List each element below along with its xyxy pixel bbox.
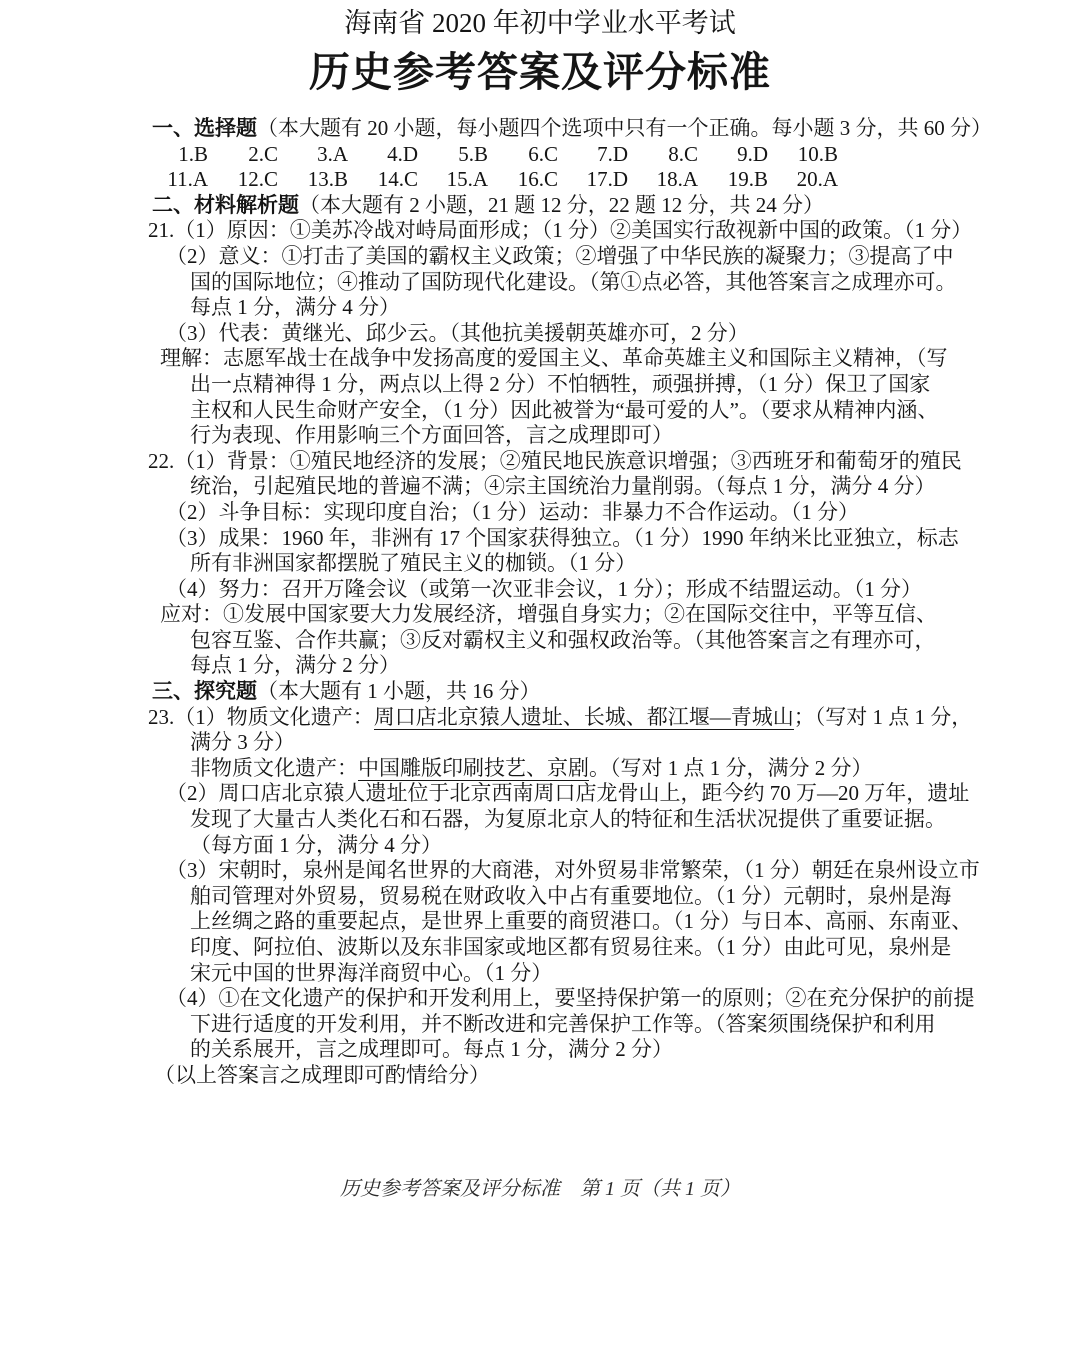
answer-text: 国的国际地位；④推动了国防现代化建设。（第①点必答，其他答案言之成理亦可。 (190, 269, 957, 294)
answer-text: （以上答案言之成理即可酌情给分） (154, 1062, 490, 1087)
answer-text: 非物质文化遗产： (190, 755, 358, 780)
answer-text: 21.（1）原因：①美苏冷战对峙局面形成；（1 分）②美国实行敌视新中国的政策。（1 分） (148, 218, 973, 243)
choice-answer: 16.C (517, 167, 558, 192)
answer-line (166, 858, 980, 884)
answer-text: （2）意义：①打击了美国的霸权主义政策；②增强了中华民族的凝聚力；③提高了中 (166, 243, 954, 268)
answer-line (190, 807, 960, 833)
answer-text: 23.（1）物质文化遗产： (148, 704, 374, 729)
answer-text: 舶司管理对外贸易，贸易税在财政收入中占有重要地位。（1 分）元朝时，泉州是海 (190, 883, 952, 908)
answer-text: （2）斗争目标：实现印度自治；（1 分）运动：非暴力不合作运动。（1 分） (166, 499, 859, 524)
answer-line (190, 935, 960, 961)
answer-line (190, 909, 973, 935)
answer-text: 行为表现、作用影响三个方面回答，言之成理即可） (190, 423, 673, 448)
answer-text: 印度、阿拉伯、波斯以及东非国家或地区都有贸易往来。（1 分）由此可见，泉州是 (190, 935, 952, 959)
choice-answer: 1.B (178, 141, 208, 166)
answer-line (190, 1012, 960, 1038)
answer-text: 主权和人民生命财产安全，（1 分）因此被誉为“最可爱的人”。（要求从精神内涵、 (190, 397, 939, 422)
answer-line (154, 1063, 960, 1089)
answer-line (190, 295, 960, 321)
section-heading (152, 679, 960, 705)
answer-text: 的关系展开，言之成理即可。每点 1 分，满分 2 分） (190, 1037, 673, 1062)
choice-answer: 14.C (377, 167, 418, 192)
page-footer: 历史参考答案及评分标准 第 1 页（共 1 页） (340, 1178, 740, 1200)
answer-line (190, 270, 960, 296)
choice-answer: 15.A (446, 167, 488, 192)
answer-line (160, 346, 960, 372)
answer-text: 理解：志愿军战士在战争中发扬高度的爱国主义、革命英雄主义和国际主义精神，（写 (160, 346, 948, 371)
answer-text: （本大题有 2 小题，21 题 12 分，22 题 12 分，共 24 分） (299, 192, 824, 217)
choice-answer: 8.C (668, 141, 698, 166)
answer-line (190, 628, 960, 654)
answer-text: 下进行适度的开发利用，并不断改进和完善保护工作等。（答案须围绕保护和利用 (190, 1011, 936, 1036)
choice-answer: 20.A (796, 167, 838, 192)
section-label: 二、材料解析题 (152, 193, 299, 217)
answer-text: （本大题有 1 小题，共 16 分） (257, 679, 541, 704)
answer-body (148, 116, 992, 1089)
answer-line (190, 833, 960, 859)
choice-answers-row (148, 142, 960, 168)
answer-line (148, 704, 973, 731)
answer-line (166, 526, 960, 552)
choice-answer: 2.C (248, 141, 278, 166)
answer-text: （3）宋朝时，泉州是闻名世界的大商港，对外贸易非常繁荣，（1 分）朝廷在泉州设立市 (166, 858, 980, 883)
answer-line (166, 986, 975, 1012)
answer-text: 上丝绸之路的重要起点，是世界上重要的商贸港口。（1 分）与日本、高丽、东南亚、 (190, 909, 973, 934)
answer-text: （每方面 1 分，满分 4 分） (190, 832, 442, 857)
answer-line (190, 653, 960, 679)
answer-line (148, 218, 973, 244)
answer-text: 宋元中国的世界海洋商贸中心。（1 分） (190, 960, 553, 985)
title-block (0, 0, 1080, 96)
choice-answers-row (148, 167, 960, 193)
answer-line (166, 500, 960, 526)
answer-line (190, 1037, 960, 1063)
choice-answer: 13.B (307, 167, 348, 192)
choice-answer: 9.D (737, 141, 768, 166)
answer-text: 22.（1）背景：①殖民地经济的发展；②殖民地民族意识增强；③西班牙和葡萄牙的殖民 (148, 448, 962, 473)
answer-text: 出一点精神得 1 分，两点以上得 2 分）不怕牺牲，顽强拼搏，（1 分）保卫了国家 (190, 371, 931, 396)
answer-text: 每点 1 分，满分 4 分） (190, 295, 400, 320)
section-label: 三、探究题 (152, 680, 257, 704)
answer-text: 发现了大量古人类化石和石器，为复原北京人的特征和生活状况提供了重要证据。 (190, 807, 946, 832)
answer-line (160, 602, 960, 628)
section-heading (152, 193, 960, 219)
answer-text: 应对：①发展中国家要大力发展经济，增强自身实力；②在国际交往中，平等互信、 (160, 602, 937, 627)
answer-text: 包容互鉴、合作共赢；③反对霸权主义和强权政治等。（其他答案言之有理亦可， (190, 627, 936, 652)
underlined-answer: 中国雕版印刷技艺、京剧 (358, 755, 589, 780)
answer-text: 统治，引起殖民地的普遍不满；④宗主国统治力量削弱。（每点 1 分，满分 4 分） (190, 474, 936, 499)
answer-text: （3）成果：1960 年，非洲有 17 个国家获得独立。（1 分）1990 年纳米比亚独立，标志 (166, 525, 959, 550)
underlined-answer: 周口店北京猿人遗址、长城、都江堰—青城山 (373, 704, 794, 729)
answer-line (190, 398, 960, 424)
answer-line (190, 884, 960, 910)
answer-line (166, 321, 960, 347)
answer-line (166, 577, 960, 603)
choice-answer: 18.A (656, 167, 698, 192)
answer-line (190, 730, 960, 756)
answer-line (190, 474, 960, 500)
section-label: 一、选择题 (152, 117, 257, 140)
choice-answer: 17.D (586, 167, 628, 192)
choice-answer: 3.A (317, 141, 348, 166)
answer-text: ；（写对 1 点 1 分， (793, 704, 973, 729)
page-title: 历史参考答案及评分标准 (309, 49, 771, 95)
answer-line (166, 781, 970, 807)
answer-text: （本大题有 20 小题，每小题四个选项中只有一个正确。每小题 3 分，共 60 分） (257, 116, 992, 140)
choice-answer: 12.C (237, 167, 278, 192)
answer-line (190, 372, 960, 398)
answer-line (190, 423, 960, 449)
exam-title: 海南省 2020 年初中学业水平考试 (344, 8, 736, 38)
answer-text: （2）周口店北京猿人遗址位于北京西南周口店龙骨山上，距今约 70 万—20 万年，遗址 (166, 781, 970, 806)
answer-line (166, 244, 960, 270)
answer-line (190, 551, 960, 577)
answer-text: （4）努力：召开万隆会议（或第一次亚非会议，1 分）；形成不结盟运动。（1 分） (166, 576, 922, 601)
choice-answer: 5.B (458, 141, 488, 166)
answer-line (190, 756, 960, 782)
answer-text: 满分 3 分） (190, 730, 295, 755)
choice-answer: 11.A (167, 167, 208, 192)
section-heading (152, 116, 992, 142)
answer-line (190, 961, 960, 987)
choice-answer: 10.B (797, 141, 838, 166)
answer-text: 所有非洲国家都摆脱了殖民主义的枷锁。（1 分） (190, 551, 637, 576)
answer-text: 。（写对 1 点 1 分，满分 2 分） (589, 755, 873, 780)
answer-text: （4）①在文化遗产的保护和开发利用上，要坚持保护第一的原则；②在充分保护的前提 (166, 986, 975, 1011)
answer-text: 每点 1 分，满分 2 分） (190, 653, 400, 678)
choice-answer: 4.D (387, 141, 418, 166)
choice-answer: 7.D (597, 141, 628, 166)
choice-answer: 19.B (727, 167, 768, 192)
answer-text: （3）代表：黄继光、邱少云。（其他抗美援朝英雄亦可，2 分） (166, 320, 749, 345)
choice-answer: 6.C (528, 141, 558, 166)
answer-line (148, 449, 960, 475)
